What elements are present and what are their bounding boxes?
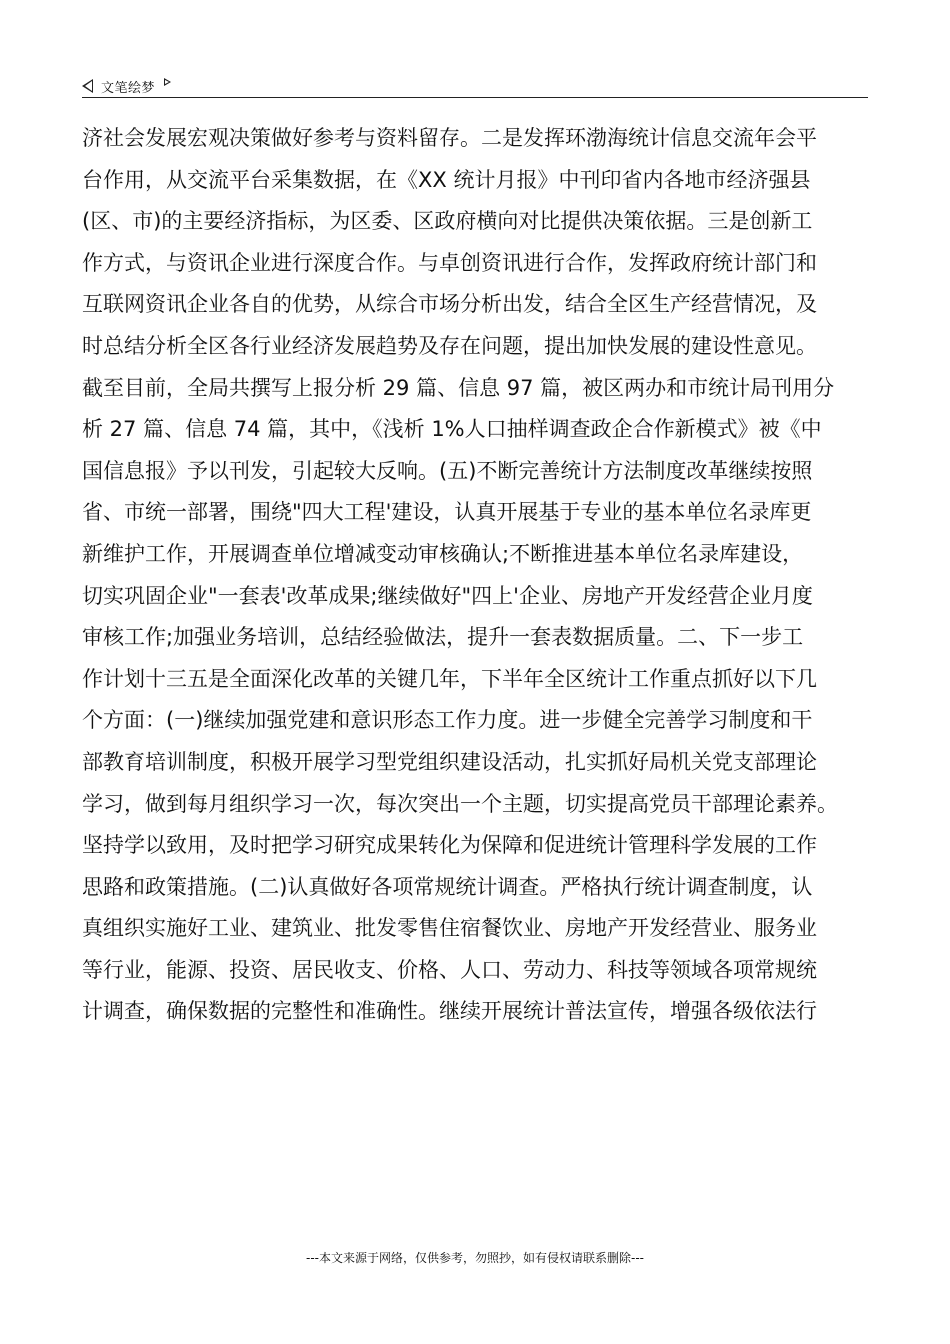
body-line: 台作用，从交流平台采集数据，在《XX 统计月报》中刊印省内各地市经济强县 bbox=[82, 167, 811, 192]
page-header bbox=[82, 74, 868, 98]
body-line: 学习，做到每月组织学习一次，每次突出一个主题，切实提高党员干部理论素养。 bbox=[82, 791, 838, 816]
header-rule bbox=[82, 97, 868, 98]
body-line: 国信息报》予以刊发，引起较大反响。(五)不断完善统计方法制度改革继续按照 bbox=[82, 458, 813, 483]
body-line: 思路和政策措施。(二)认真做好各项常规统计调查。严格执行统计调查制度，认 bbox=[82, 874, 813, 899]
body-line: 时总结分析全区各行业经济发展趋势及存在问题，提出加快发展的建设性意见。 bbox=[82, 333, 817, 358]
triangle-left-outline-icon bbox=[82, 79, 93, 93]
triangle-right-outline-icon bbox=[164, 78, 171, 86]
body-line: 省、市统一部署，围绕"四大工程'建设，认真开展基于专业的基本单位名录库更 bbox=[82, 500, 812, 525]
body-text bbox=[82, 118, 874, 1033]
body-line: 等行业，能源、投资、居民收支、价格、人口、劳动力、科技等领域各项常规统 bbox=[82, 957, 817, 982]
body-line: 作计划十三五是全面深化改革的关键几年，下半年全区统计工作重点抓好以下几 bbox=[82, 666, 817, 691]
page-footer: ---本文来源于网络，仅供参考，勿照抄，如有侵权请联系删除--- bbox=[306, 1251, 644, 1265]
body-line: 坚持学以致用，及时把学习研究成果转化为保障和促进统计管理科学发展的工作 bbox=[82, 833, 817, 858]
body-line: 个方面：(一)继续加强党建和意识形态工作力度。进一步健全完善学习制度和干 bbox=[82, 708, 813, 733]
body-line: (区、市)的主要经济指标，为区委、区政府横向对比提供决策依据。三是创新工 bbox=[82, 209, 813, 234]
body-line: 切实巩固企业"一套表'改革成果;继续做好"四上'企业、房地产开发经营企业月度 bbox=[82, 583, 813, 608]
body-line: 析 27 篇、信息 74 篇，其中，《浅析 1%人口抽样调查政企合作新模式》被《中 bbox=[82, 417, 822, 442]
body-line: 审核工作;加强业务培训，总结经验做法，提升一套表数据质量。二、下一步工 bbox=[82, 625, 804, 650]
body-line: 作方式，与资讯企业进行深度合作。与卓创资讯进行合作，发挥政府统计部门和 bbox=[82, 250, 817, 275]
body-line: 部教育培训制度，积极开展学习型党组织建设活动，扎实抓好局机关党支部理论 bbox=[82, 749, 817, 774]
body-line: 互联网资讯企业各自的优势，从综合市场分析出发，结合全区生产经营情况，及 bbox=[82, 292, 817, 317]
body-line: 截至目前，全局共撰写上报分析 29 篇、信息 97 篇，被区两办和市统计局刊用分 bbox=[82, 375, 835, 400]
body-line: 真组织实施好工业、建筑业、批发零售住宿餐饮业、房地产开发经营业、服务业 bbox=[82, 916, 817, 941]
body-line: 计调查，确保数据的完整性和准确性。继续开展统计普法宣传，增强各级依法行 bbox=[82, 999, 817, 1024]
body-line: 济社会发展宏观决策做好参考与资料留存。二是发挥环渤海统计信息交流年会平 bbox=[82, 126, 817, 150]
header-title: 文笔绘梦 bbox=[101, 80, 156, 96]
body-line: 新维护工作，开展调查单位增减变动审核确认;不断推进基本单位名录库建设， bbox=[82, 541, 804, 566]
